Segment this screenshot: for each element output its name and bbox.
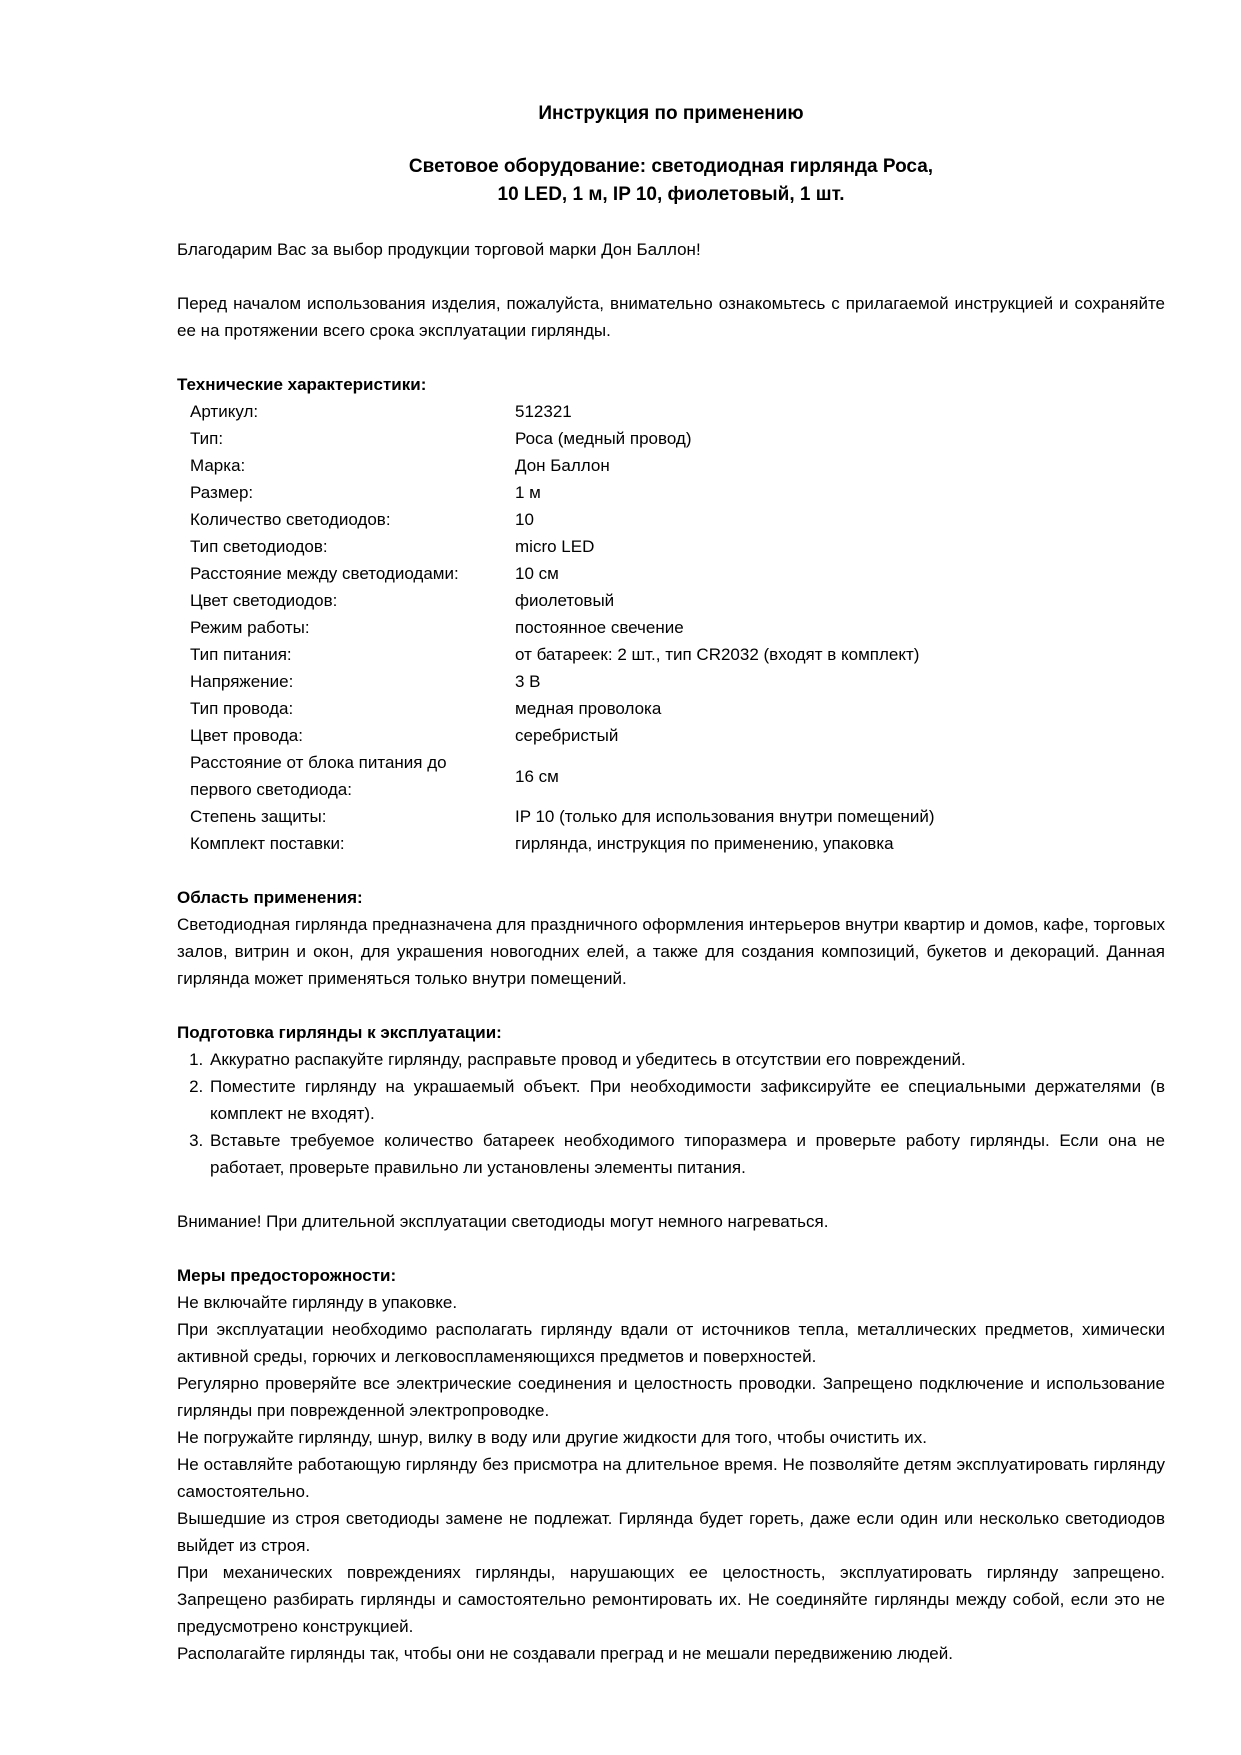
spec-row-ip-rating [177,803,1165,830]
spec-label: Количество светодиодов: [190,510,391,529]
spec-value: micro LED [515,537,595,556]
specs-heading: Технические характеристики: [177,375,427,394]
spec-label: Расстояние от блока питания до первого светодиода: [190,753,447,799]
safety-heading: Меры предосторожности: [177,1266,397,1285]
spec-value: постоянное свечение [515,618,684,637]
spec-label: Напряжение: [190,672,294,691]
preparation-list-item: 1. Аккуратно распакуйте гирлянду, расправьте провод и убедитесь в отсутствии его повреждений. [208,1046,1165,1073]
spec-value: 1 м [515,483,541,502]
preparation-list-item: 2. Поместите гирлянду на украшаемый объект. При необходимости зафиксируйте ее специальными держателями (в комплект не входят). [208,1073,1165,1127]
spec-row-size [177,479,1165,506]
warning-text: Внимание! При длительной эксплуатации светодиоды могут немного нагреваться. [177,1212,829,1231]
spec-row-wire-color [177,722,1165,749]
spec-value: 10 см [515,564,559,583]
safety-paragraph: Не включайте гирлянду в упаковке. [177,1293,458,1312]
spec-row-package-contents [177,830,1165,857]
spec-row-voltage [177,668,1165,695]
doc-title: Инструкция по применению [538,103,804,124]
spec-row-distance-to-first-led [177,749,1165,803]
safety-paragraph: Располагайте гирлянды так, чтобы они не создавали преград и не мешали передвижению людей. [177,1644,953,1663]
spec-value: 3 В [515,672,541,691]
safety-paragraph: Вышедшие из строя светодиоды замене не подлежат. Гирлянда будет гореть, даже если один или несколько светодиодов выйдет из строя. [177,1509,1165,1555]
safety-paragraph: Регулярно проверяйте все электрические соединения и целостность проводки. Запрещено подключение и использование гирлянды при поврежденной электропроводке. [177,1374,1165,1420]
preparation-heading: Подготовка гирлянды к эксплуатации: [177,1023,502,1042]
spec-row-type [177,425,1165,452]
spec-value: гирлянда, инструкция по применению, упаковка [515,834,894,853]
spec-value: фиолетовый [515,591,615,610]
safety-paragraph: При эксплуатации необходимо располагать гирлянду вдали от источников тепла, металлических предметов, химически активной среды, горючих и легковоспламеняющихся предметов и поверхностей. [177,1320,1165,1366]
spec-row-brand [177,452,1165,479]
doc-subtitle-line-2: 10 LED, 1 м, IP 10, фиолетовый, 1 шт. [497,184,845,205]
specs-table [177,398,1165,857]
spec-row-power-type [177,641,1165,668]
spec-label: Тип светодиодов: [190,537,328,556]
spec-row-led-count [177,506,1165,533]
spec-label: Комплект поставки: [190,834,345,853]
spec-value: Дон Баллон [515,456,610,475]
application-heading: Область применения: [177,888,363,907]
spec-row-led-spacing [177,560,1165,587]
spec-value: 16 см [515,766,559,786]
spec-value: медная проволока [515,699,662,718]
spec-label: Артикул: [190,402,259,421]
spec-label: Тип: [190,429,224,448]
spec-value: Роса (медный провод) [515,429,692,448]
spec-label: Марка: [190,456,246,475]
preparation-list [177,1046,1165,1181]
safety-paragraph: Не погружайте гирлянду, шнур, вилку в воду или другие жидкости для того, чтобы очистить их. [177,1428,927,1447]
spec-value: 10 [515,510,534,529]
spec-label: Размер: [190,483,254,502]
doc-subtitle-line-1: Световое оборудование: светодиодная гирлянда Роса, [408,156,934,177]
spec-row-wire-type [177,695,1165,722]
spec-value: серебристый [515,726,619,745]
spec-label: Цвет светодиодов: [190,591,338,610]
spec-label: Цвет провода: [190,726,303,745]
spec-value: IP 10 (только для использования внутри помещений) [515,807,935,826]
spec-row-article [177,398,1165,425]
spec-row-led-color [177,587,1165,614]
intro-note-paragraph: Перед началом использования изделия, пожалуйста, внимательно ознакомьтесь с прилагаемой инструкцией и сохраняйте ее на протяжении всего срока эксплуатации гирлянды. [177,294,1165,340]
safety-paragraph: При механических повреждениях гирлянды, нарушающих ее целостность, эксплуатировать гирлянду запрещено. Запрещено разбирать гирлянды и самостоятельно ремонтировать их. Не соединяйте гирлянды между собой, если это не предусмотрено конструкцией. [177,1563,1165,1636]
intro-thanks-paragraph: Благодарим Вас за выбор продукции торговой марки Дон Баллон! [177,240,701,259]
spec-value: от батареек: 2 шт., тип CR2032 (входят в комплект) [515,645,920,664]
preparation-list-item: 3. Вставьте требуемое количество батареек необходимого типоразмера и проверьте работу гирлянды. Если она не работает, проверьте правильно ли установлены элементы питания. [208,1127,1165,1181]
spec-label: Тип провода: [190,699,294,718]
spec-row-led-type [177,533,1165,560]
spec-label: Тип питания: [190,645,292,664]
safety-paragraph: Не оставляйте работающую гирлянду без присмотра на длительное время. Не позволяйте детям эксплуатировать гирлянду самостоятельно. [177,1455,1165,1501]
application-text: Светодиодная гирлянда предназначена для праздничного оформления интерьеров внутри квартир и домов, кафе, торговых залов, витрин и окон, для украшения новогодних елей, а также для создания композиций, букетов и декораций. Данная гирлянда может применяться только внутри помещений. [177,915,1165,988]
spec-value: 512321 [515,402,572,421]
spec-row-mode [177,614,1165,641]
spec-label: Расстояние между светодиодами: [190,564,459,583]
spec-label: Режим работы: [190,618,310,637]
doc-subtitle [177,153,1165,209]
spec-label: Степень защиты: [190,807,327,826]
